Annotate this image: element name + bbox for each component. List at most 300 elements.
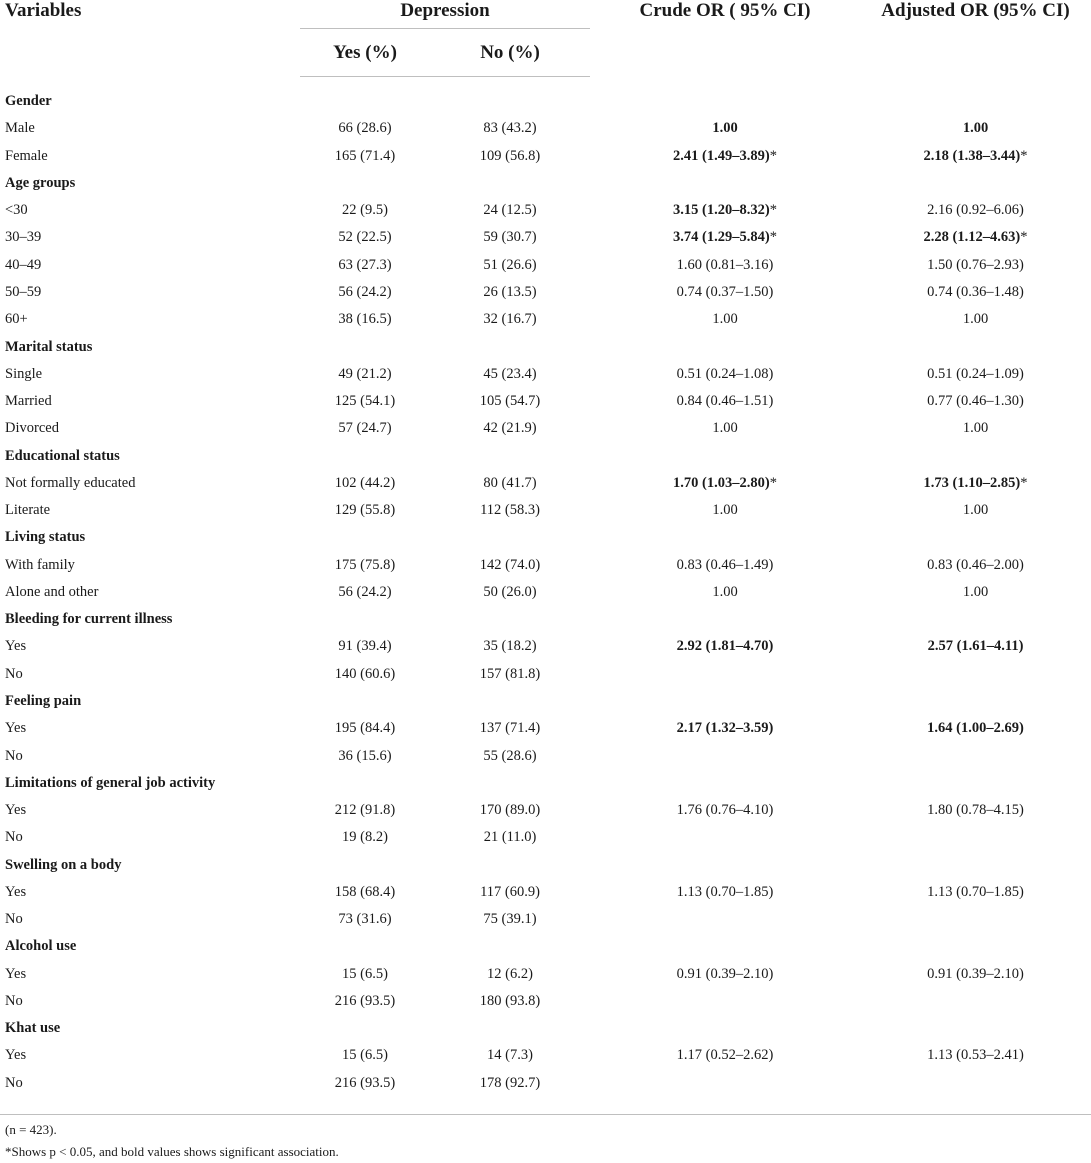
yes-cell xyxy=(300,197,430,224)
row-label xyxy=(0,388,300,415)
adjusted-or-cell-value: 1.13 (0.70–1.85) xyxy=(927,883,1024,900)
yes-cell xyxy=(300,797,430,824)
yes-cell xyxy=(300,988,430,1015)
yes-cell-value: 140 (60.6) xyxy=(334,665,396,682)
crude-or-cell xyxy=(590,197,860,224)
crude-significance-mark: * xyxy=(769,202,777,219)
yes-cell xyxy=(300,388,430,415)
no-cell xyxy=(430,470,590,497)
row-label-value: With family xyxy=(5,556,75,573)
crude-significance-mark: * xyxy=(769,229,777,246)
row-label-value: Male xyxy=(5,120,35,137)
section-row xyxy=(0,88,1091,115)
table-row xyxy=(0,988,1091,1015)
no-cell-value: 83 (43.2) xyxy=(483,120,537,137)
table-row xyxy=(0,470,1091,497)
table-notes xyxy=(0,1119,1091,1163)
yes-cell xyxy=(300,879,430,906)
no-cell xyxy=(430,1070,590,1097)
crude-or-cell xyxy=(590,361,860,388)
no-cell-value: 75 (39.1) xyxy=(483,911,537,928)
row-label xyxy=(0,279,300,306)
yes-cell-value: 63 (27.3) xyxy=(338,256,392,273)
section-label xyxy=(0,770,1091,797)
no-cell xyxy=(430,879,590,906)
adjusted-or-cell-value: 1.00 xyxy=(962,420,989,437)
section-row xyxy=(0,1015,1091,1042)
yes-cell xyxy=(300,361,430,388)
adjusted-or-cell-value: 2.18 (1.38–3.44) xyxy=(923,147,1021,164)
no-cell-value: 117 (60.9) xyxy=(480,883,540,900)
row-label-value: No xyxy=(5,911,23,928)
no-cell xyxy=(430,279,590,306)
yes-cell-value: 57 (24.7) xyxy=(338,420,392,437)
significance-note: *Shows p < 0.05, and bold values shows significant association. xyxy=(5,1143,339,1159)
no-cell-value: 12 (6.2) xyxy=(487,965,533,982)
yes-cell-value: 216 (93.5) xyxy=(334,1074,396,1091)
row-label xyxy=(0,579,300,606)
section-label xyxy=(0,1015,1091,1042)
crude-or-cell-value: 1.00 xyxy=(712,502,738,519)
adjusted-or-cell xyxy=(860,742,1091,769)
section-label xyxy=(0,88,1091,115)
row-label-value: Yes xyxy=(5,720,27,737)
table-row xyxy=(0,824,1091,851)
crude-or-cell-value: 0.83 (0.46–1.49) xyxy=(676,556,774,573)
adjusted-or-cell xyxy=(860,470,1091,497)
crude-or-cell-value: 1.60 (0.81–3.16) xyxy=(676,256,774,273)
row-label-value: Female xyxy=(5,147,48,164)
adjusted-or-cell-value: 1.64 (1.00–2.69) xyxy=(927,720,1024,737)
table-row xyxy=(0,115,1091,142)
no-cell xyxy=(430,742,590,769)
adjusted-or-cell xyxy=(860,715,1091,742)
row-label-value: Married xyxy=(5,393,52,410)
yes-header: Yes (%) xyxy=(300,29,430,77)
adjusted-or-cell xyxy=(860,824,1091,851)
adjusted-significance-mark: * xyxy=(1020,147,1028,164)
crude-or-cell-value: 1.70 (1.03–2.80) xyxy=(673,474,770,491)
table-row xyxy=(0,797,1091,824)
adjusted-or-cell-value: 1.00 xyxy=(962,502,989,519)
section-label-value: Limitations of general job activity xyxy=(5,774,216,791)
row-label xyxy=(0,988,300,1015)
crude-or-cell xyxy=(590,497,860,524)
adjusted-or-cell xyxy=(860,252,1091,279)
no-cell-value: 137 (71.4) xyxy=(479,720,541,737)
adjusted-or-cell xyxy=(860,661,1091,688)
row-label-value: 30–39 xyxy=(5,229,42,246)
no-cell xyxy=(430,552,590,579)
adjusted-or-cell-value: 1.00 xyxy=(962,311,989,328)
no-cell xyxy=(430,115,590,142)
yes-cell xyxy=(300,1070,430,1097)
adjusted-or-cell xyxy=(860,633,1091,660)
yes-cell xyxy=(300,143,430,170)
no-cell xyxy=(430,143,590,170)
adjusted-or-cell xyxy=(860,797,1091,824)
row-label xyxy=(0,742,300,769)
table-row xyxy=(0,279,1091,306)
no-cell xyxy=(430,824,590,851)
crude-or-cell-value: 3.74 (1.29–5.84) xyxy=(673,229,770,246)
crude-or-cell-value: 1.17 (0.52–2.62) xyxy=(676,1047,774,1064)
table-row xyxy=(0,1042,1091,1069)
table-row xyxy=(0,388,1091,415)
row-label-value: 40–49 xyxy=(5,256,42,273)
yes-cell-value: 49 (21.2) xyxy=(338,365,392,382)
header-row xyxy=(0,0,1091,29)
no-cell xyxy=(430,961,590,988)
yes-cell-value: 129 (55.8) xyxy=(334,502,396,519)
crude-or-cell-value: 1.76 (0.76–4.10) xyxy=(676,802,774,819)
table-row xyxy=(0,197,1091,224)
no-cell xyxy=(430,415,590,442)
crude-or-cell xyxy=(590,1042,860,1069)
no-cell xyxy=(430,252,590,279)
row-label xyxy=(0,497,300,524)
yes-cell xyxy=(300,115,430,142)
crude-or-cell xyxy=(590,797,860,824)
adjusted-or-cell-value: 0.83 (0.46–2.00) xyxy=(927,556,1024,573)
adjusted-or-cell xyxy=(860,988,1091,1015)
yes-cell xyxy=(300,306,430,333)
adjusted-or-cell-value: 2.28 (1.12–4.63) xyxy=(923,229,1021,246)
section-label xyxy=(0,933,1091,960)
no-cell xyxy=(430,197,590,224)
adjusted-or-cell-value: 1.13 (0.53–2.41) xyxy=(927,1047,1024,1064)
adjusted-or-cell xyxy=(860,388,1091,415)
no-cell-value: 142 (74.0) xyxy=(479,556,541,573)
row-label-value: Single xyxy=(5,365,43,382)
crude-or-cell-value: 2.92 (1.81–4.70) xyxy=(676,638,774,655)
section-row xyxy=(0,606,1091,633)
table-row xyxy=(0,579,1091,606)
yes-cell-value: 52 (22.5) xyxy=(338,229,392,246)
no-cell-value: 178 (92.7) xyxy=(479,1074,541,1091)
yes-cell-value: 38 (16.5) xyxy=(338,311,392,328)
no-cell-value: 180 (93.8) xyxy=(479,992,541,1009)
section-label-value: Feeling pain xyxy=(5,692,82,709)
adjusted-or-cell xyxy=(860,143,1091,170)
section-label xyxy=(0,333,1091,360)
row-label xyxy=(0,824,300,851)
no-cell xyxy=(430,306,590,333)
no-cell-value: 45 (23.4) xyxy=(483,365,537,382)
row-label xyxy=(0,715,300,742)
crude-or-cell xyxy=(590,879,860,906)
crude-or-cell xyxy=(590,470,860,497)
row-label xyxy=(0,361,300,388)
row-label xyxy=(0,797,300,824)
crude-or-cell xyxy=(590,552,860,579)
no-cell-value: 170 (89.0) xyxy=(479,802,541,819)
table-row xyxy=(0,252,1091,279)
adjusted-or-cell xyxy=(860,415,1091,442)
no-cell-value: 14 (7.3) xyxy=(487,1047,533,1064)
row-label-value: <30 xyxy=(5,202,28,219)
table-row xyxy=(0,224,1091,251)
row-label xyxy=(0,633,300,660)
row-label-value: Yes xyxy=(5,965,27,982)
yes-cell-value: 56 (24.2) xyxy=(338,583,392,600)
yes-cell xyxy=(300,961,430,988)
no-cell xyxy=(430,797,590,824)
no-cell-value: 35 (18.2) xyxy=(483,638,537,655)
crude-or-cell-value: 0.51 (0.24–1.08) xyxy=(676,365,774,382)
adjusted-or-cell-value: 1.73 (1.10–2.85) xyxy=(923,474,1021,491)
crude-significance-mark: * xyxy=(769,474,777,491)
crude-or-cell-value: 2.41 (1.49–3.89) xyxy=(673,147,770,164)
yes-cell-value: 125 (54.1) xyxy=(334,393,396,410)
yes-cell-value: 102 (44.2) xyxy=(334,474,396,491)
crude-or-cell-value: 0.74 (0.37–1.50) xyxy=(676,283,774,300)
adjusted-or-cell xyxy=(860,361,1091,388)
row-label xyxy=(0,661,300,688)
crude-or-cell xyxy=(590,224,860,251)
crude-or-cell-value: 0.91 (0.39–2.10) xyxy=(676,965,774,982)
row-label xyxy=(0,143,300,170)
table-row xyxy=(0,879,1091,906)
crude-or-cell xyxy=(590,906,860,933)
crude-or-cell xyxy=(590,742,860,769)
no-cell-value: 55 (28.6) xyxy=(483,747,537,764)
adjusted-or-cell xyxy=(860,306,1091,333)
crude-significance-mark: * xyxy=(769,147,777,164)
crude-or-cell-value: 1.00 xyxy=(712,120,738,137)
adjusted-significance-mark: * xyxy=(1020,229,1028,246)
adjusted-or-cell-value: 0.51 (0.24–1.09) xyxy=(927,365,1024,382)
section-label xyxy=(0,170,1091,197)
variables-header: Variables xyxy=(5,0,82,21)
table-row xyxy=(0,742,1091,769)
yes-cell xyxy=(300,552,430,579)
yes-cell-value: 36 (15.6) xyxy=(338,747,392,764)
yes-cell-value: 15 (6.5) xyxy=(342,965,388,982)
adjusted-significance-mark: * xyxy=(1020,474,1028,491)
crude-or-cell xyxy=(590,279,860,306)
no-cell xyxy=(430,906,590,933)
adjusted-or-cell xyxy=(860,197,1091,224)
section-label-value: Gender xyxy=(5,93,52,110)
table-row xyxy=(0,1070,1091,1097)
row-label xyxy=(0,115,300,142)
table-body xyxy=(0,88,1091,1097)
adjusted-or-cell-value: 0.74 (0.36–1.48) xyxy=(927,283,1024,300)
adjusted-or-cell xyxy=(860,552,1091,579)
adjusted-or-cell xyxy=(860,906,1091,933)
adjusted-or-cell xyxy=(860,224,1091,251)
yes-cell xyxy=(300,470,430,497)
section-row xyxy=(0,524,1091,551)
yes-cell xyxy=(300,497,430,524)
row-label xyxy=(0,879,300,906)
section-row xyxy=(0,688,1091,715)
yes-cell-value: 56 (24.2) xyxy=(338,283,392,300)
adjusted-or-cell xyxy=(860,279,1091,306)
yes-cell xyxy=(300,742,430,769)
no-cell-value: 42 (21.9) xyxy=(483,420,537,437)
row-label-value: Yes xyxy=(5,883,27,900)
table-row xyxy=(0,961,1091,988)
section-label xyxy=(0,688,1091,715)
yes-cell xyxy=(300,661,430,688)
no-cell-value: 105 (54.7) xyxy=(479,393,541,410)
no-cell xyxy=(430,224,590,251)
row-label-value: No xyxy=(5,1074,23,1091)
adjusted-or-cell-value: 2.16 (0.92–6.06) xyxy=(927,202,1024,219)
yes-cell-value: 91 (39.4) xyxy=(338,638,392,655)
section-label-value: Khat use xyxy=(5,1020,61,1037)
row-label-value: Yes xyxy=(5,802,27,819)
no-cell-value: 50 (26.0) xyxy=(483,583,537,600)
adjusted-or-cell xyxy=(860,1042,1091,1069)
row-label xyxy=(0,961,300,988)
yes-cell xyxy=(300,252,430,279)
crude-or-header: Crude OR ( 95% CI) xyxy=(639,0,811,21)
row-label xyxy=(0,252,300,279)
no-cell-value: 21 (11.0) xyxy=(483,829,537,846)
adjusted-or-header: Adjusted OR (95% CI) xyxy=(881,0,1070,21)
row-label xyxy=(0,224,300,251)
section-row xyxy=(0,851,1091,878)
table-row xyxy=(0,906,1091,933)
section-label xyxy=(0,606,1091,633)
section-label-value: Swelling on a body xyxy=(5,856,122,873)
adjusted-or-cell-value: 1.80 (0.78–4.15) xyxy=(927,802,1024,819)
row-label-value: No xyxy=(5,992,23,1009)
no-cell xyxy=(430,579,590,606)
no-cell xyxy=(430,633,590,660)
crude-or-cell xyxy=(590,115,860,142)
depression-header: Depression xyxy=(300,0,590,29)
crude-or-cell xyxy=(590,988,860,1015)
yes-cell-value: 212 (91.8) xyxy=(334,802,396,819)
adjusted-or-cell-value: 1.00 xyxy=(962,583,989,600)
row-label-value: Literate xyxy=(5,502,51,519)
no-cell xyxy=(430,388,590,415)
yes-cell xyxy=(300,279,430,306)
section-label xyxy=(0,442,1091,469)
adjusted-or-cell xyxy=(860,115,1091,142)
crude-or-cell-value: 1.13 (0.70–1.85) xyxy=(676,883,774,900)
yes-cell xyxy=(300,579,430,606)
yes-cell-value: 165 (71.4) xyxy=(334,147,396,164)
no-cell-value: 109 (56.8) xyxy=(479,147,541,164)
no-cell-value: 157 (81.8) xyxy=(479,665,541,682)
adjusted-or-cell-value: 1.00 xyxy=(962,120,989,137)
table-row xyxy=(0,633,1091,660)
no-cell-value: 80 (41.7) xyxy=(483,474,537,491)
crude-or-cell xyxy=(590,579,860,606)
yes-cell xyxy=(300,906,430,933)
section-label-value: Age groups xyxy=(5,174,76,191)
row-label xyxy=(0,906,300,933)
yes-cell-value: 216 (93.5) xyxy=(334,992,396,1009)
section-row xyxy=(0,770,1091,797)
section-row xyxy=(0,442,1091,469)
no-cell-value: 24 (12.5) xyxy=(483,202,537,219)
table-row xyxy=(0,715,1091,742)
sample-size-note: (n = 423). xyxy=(5,1121,57,1137)
row-label xyxy=(0,415,300,442)
yes-cell-value: 175 (75.8) xyxy=(334,556,396,573)
yes-cell xyxy=(300,824,430,851)
row-label xyxy=(0,1042,300,1069)
row-label-value: Yes xyxy=(5,638,27,655)
table-row xyxy=(0,497,1091,524)
yes-cell-value: 19 (8.2) xyxy=(342,829,388,846)
section-label-value: Marital status xyxy=(5,338,93,355)
no-cell xyxy=(430,361,590,388)
yes-cell-value: 73 (31.6) xyxy=(338,911,392,928)
crude-or-cell xyxy=(590,961,860,988)
crude-or-cell xyxy=(590,633,860,660)
yes-cell xyxy=(300,715,430,742)
no-cell-value: 59 (30.7) xyxy=(483,229,537,246)
no-header: No (%) xyxy=(430,29,590,77)
row-label-value: No xyxy=(5,747,23,764)
crude-or-cell xyxy=(590,306,860,333)
adjusted-or-cell xyxy=(860,497,1091,524)
row-label-value: Not formally educated xyxy=(5,474,136,491)
row-label-value: Alone and other xyxy=(5,583,99,600)
row-label-value: No xyxy=(5,829,23,846)
table-row xyxy=(0,415,1091,442)
yes-cell-value: 15 (6.5) xyxy=(342,1047,388,1064)
row-label-value: Divorced xyxy=(5,420,59,437)
no-cell xyxy=(430,497,590,524)
adjusted-or-cell-value: 0.91 (0.39–2.10) xyxy=(927,965,1024,982)
crude-or-cell xyxy=(590,388,860,415)
crude-or-cell-value: 1.00 xyxy=(712,420,738,437)
no-cell xyxy=(430,715,590,742)
no-cell xyxy=(430,1042,590,1069)
yes-cell xyxy=(300,415,430,442)
row-label xyxy=(0,306,300,333)
row-label-value: Yes xyxy=(5,1047,27,1064)
crude-or-cell xyxy=(590,415,860,442)
row-label xyxy=(0,197,300,224)
crude-or-cell-value: 0.84 (0.46–1.51) xyxy=(676,393,774,410)
section-label xyxy=(0,851,1091,878)
adjusted-or-cell-value: 2.57 (1.61–4.11) xyxy=(927,638,1024,655)
row-label xyxy=(0,470,300,497)
yes-cell-value: 66 (28.6) xyxy=(338,120,392,137)
crude-or-cell xyxy=(590,1070,860,1097)
adjusted-or-cell-value: 1.50 (0.76–2.93) xyxy=(927,256,1024,273)
adjusted-or-cell xyxy=(860,961,1091,988)
adjusted-or-cell xyxy=(860,879,1091,906)
no-cell-value: 51 (26.6) xyxy=(483,256,537,273)
no-cell xyxy=(430,988,590,1015)
crude-or-cell-value: 2.17 (1.32–3.59) xyxy=(676,720,774,737)
table-row xyxy=(0,306,1091,333)
table-row xyxy=(0,143,1091,170)
section-label xyxy=(0,524,1091,551)
section-label-value: Alcohol use xyxy=(5,938,77,955)
crude-or-cell xyxy=(590,715,860,742)
row-label-value: 50–59 xyxy=(5,283,42,300)
row-label xyxy=(0,1070,300,1097)
section-label-value: Educational status xyxy=(5,447,120,464)
crude-or-cell xyxy=(590,252,860,279)
crude-or-cell xyxy=(590,661,860,688)
yes-cell xyxy=(300,1042,430,1069)
no-cell-value: 112 (58.3) xyxy=(480,502,540,519)
adjusted-or-cell xyxy=(860,1070,1091,1097)
section-row xyxy=(0,170,1091,197)
